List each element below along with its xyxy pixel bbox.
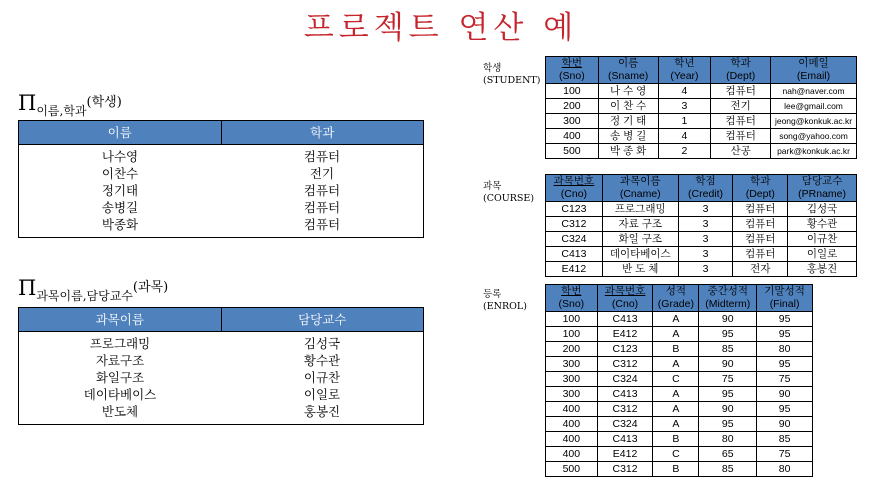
table-cell: 95 [699, 417, 757, 432]
table-cell: C324 [597, 417, 653, 432]
table-cell: 85 [757, 432, 813, 447]
table-cell: A [653, 312, 699, 327]
table-cell: 이규찬 [788, 232, 857, 247]
table-cell: 400 [546, 432, 598, 447]
column-header-ko: 이름 [618, 57, 639, 69]
column-header-ko: 학점 [695, 175, 716, 187]
table-row [546, 232, 857, 247]
column-header: 이름 [19, 121, 222, 144]
table-row [546, 144, 857, 159]
result-cell: 이일로 [303, 387, 341, 402]
table-cell: 500 [546, 462, 598, 477]
column-header-ko: 과목이름 [619, 175, 661, 187]
result-cell: 정기태 [101, 183, 139, 198]
table-cell: 3 [678, 247, 733, 262]
table-cell: 컴퓨터 [711, 114, 771, 129]
table-row [546, 114, 857, 129]
table-cell: C [653, 372, 699, 387]
column-header-en: (Sno) [558, 298, 585, 310]
table-cell: 400 [546, 402, 598, 417]
table-cell: A [653, 402, 699, 417]
table-cell: 300 [546, 372, 598, 387]
table-cell: 85 [699, 342, 757, 357]
relation-name-en: (COURSE) [483, 193, 535, 204]
column-header [678, 175, 733, 202]
column-header-en: (Cname) [619, 188, 661, 200]
table-cell: C413 [546, 247, 603, 262]
projection-attributes: 이름,학과 [36, 104, 87, 118]
enrol-relation-label [483, 289, 527, 313]
table-cell: A [653, 357, 699, 372]
column-header [546, 57, 599, 84]
table-cell: E412 [546, 262, 603, 277]
relation-name: 등록 [483, 289, 502, 300]
table-cell: 75 [757, 372, 813, 387]
column-header [546, 285, 598, 312]
table-cell: 이일로 [788, 247, 857, 262]
table-cell: 90 [699, 312, 757, 327]
table-cell: 95 [757, 357, 813, 372]
table-cell: 3 [678, 232, 733, 247]
table-cell: 400 [546, 129, 599, 144]
table-header-row [546, 285, 813, 312]
table-cell: C413 [597, 432, 653, 447]
table-cell: 홍봉진 [788, 262, 857, 277]
table-cell: B [653, 432, 699, 447]
projection-expression-2 [18, 276, 169, 303]
column-header-ko: 담당교수 [801, 175, 843, 187]
table-cell: 85 [699, 462, 757, 477]
table-cell: 자료 구조 [602, 217, 678, 232]
table-cell: A [653, 387, 699, 402]
column-header [658, 57, 711, 84]
table-cell: C123 [546, 202, 603, 217]
enrol-table [545, 284, 813, 477]
table-cell: 나 수 영 [598, 84, 658, 99]
column-header [699, 285, 757, 312]
table-cell: 300 [546, 357, 598, 372]
table-cell: E412 [597, 327, 653, 342]
table-cell: 김성국 [788, 202, 857, 217]
table-cell: 3 [678, 262, 733, 277]
result-cell: 송병길 [101, 200, 139, 215]
result-cell: 황수관 [303, 353, 341, 368]
column-header [757, 285, 813, 312]
table-row [546, 99, 857, 114]
table-cell: B [653, 462, 699, 477]
column-header-ko: 기말성적 [764, 285, 805, 297]
table-row [546, 462, 813, 477]
table-cell: 75 [757, 447, 813, 462]
result-cell: 컴퓨터 [303, 217, 341, 232]
table-cell: song@yahoo.com [771, 129, 857, 144]
course-relation-label [483, 181, 534, 205]
column-header-en: (Grade) [657, 298, 694, 310]
column-header [546, 175, 603, 202]
table-cell: 박 종 화 [598, 144, 658, 159]
column-header [771, 57, 857, 84]
table-cell: 이 찬 수 [598, 99, 658, 114]
pi-symbol: Π [18, 276, 37, 300]
table-row [546, 312, 813, 327]
table-cell: 90 [699, 402, 757, 417]
table-cell: 95 [699, 327, 757, 342]
column-header [602, 175, 678, 202]
table-row [546, 417, 813, 432]
column-header-ko: 중간성적 [707, 285, 749, 297]
table-cell: C [653, 447, 699, 462]
projection-result-table-2 [18, 307, 424, 425]
relation-name: 학생 [483, 63, 502, 74]
column-header [598, 57, 658, 84]
projection-relation: (학생) [86, 95, 122, 110]
column-header-en: (Cno) [560, 188, 588, 200]
slide-title: 프로젝트 연산 예 [303, 10, 579, 46]
column-header-en: (PRname) [798, 188, 847, 200]
table-cell: 컴퓨터 [733, 217, 788, 232]
table-cell: 화일 구조 [602, 232, 678, 247]
table-cell: 200 [546, 99, 599, 114]
column-header [733, 175, 788, 202]
table-cell: 3 [678, 217, 733, 232]
table-cell: park@konkuk.ac.kr [771, 144, 857, 159]
table-cell: 80 [757, 342, 813, 357]
column-header-en: (Midterm) [705, 298, 751, 310]
column-header: 과목이름 [19, 308, 222, 331]
table-row [546, 387, 813, 402]
table-cell: 전기 [711, 99, 771, 114]
column-header: 학과 [310, 125, 335, 140]
table-cell: 황수관 [788, 217, 857, 232]
column-header-en: (Credit) [688, 188, 724, 200]
table-cell: 75 [699, 372, 757, 387]
column-header-ko: 이메일 [798, 57, 829, 69]
result-cell: 김성국 [303, 336, 341, 351]
table-cell: nah@naver.com [771, 84, 857, 99]
table-row [546, 202, 857, 217]
result-cell: 홍봉진 [303, 404, 341, 419]
relation-name: 과목 [483, 181, 502, 192]
result-cell: 자료구조 [95, 353, 145, 368]
table-cell: C324 [597, 372, 653, 387]
column-header-ko: 과목번호 [553, 175, 595, 187]
table-cell: C324 [546, 232, 603, 247]
table-row [546, 432, 813, 447]
table-cell: 90 [699, 357, 757, 372]
table-row [546, 357, 813, 372]
column-header-ko: 학과 [730, 57, 751, 69]
table-cell: 200 [546, 342, 598, 357]
column-header-ko: 학과 [750, 175, 771, 187]
table-cell: 컴퓨터 [711, 84, 771, 99]
table-row [546, 402, 813, 417]
table-cell: C413 [597, 312, 653, 327]
result-cell: 컴퓨터 [303, 200, 341, 215]
table-row [546, 262, 857, 277]
column-header-ko: 과목번호 [604, 285, 646, 297]
table-cell: 정 기 태 [598, 114, 658, 129]
column-header-en: (Year) [670, 70, 699, 82]
column-header-en: (Sname) [608, 70, 649, 82]
table-cell: A [653, 417, 699, 432]
pi-symbol: Π [18, 91, 37, 115]
table-cell: B [653, 342, 699, 357]
table-cell: 95 [757, 402, 813, 417]
table-cell: 반 도 체 [602, 262, 678, 277]
table-cell: 80 [699, 432, 757, 447]
column-header-en: (Email) [796, 70, 831, 82]
projection-expression-1 [18, 91, 122, 118]
result-cell: 컴퓨터 [303, 149, 341, 164]
table-cell: 400 [546, 417, 598, 432]
table-cell: 300 [546, 114, 599, 129]
result-cell: 이규찬 [303, 370, 341, 385]
column-header-en: (Dept) [726, 70, 756, 82]
table-cell: 100 [546, 84, 599, 99]
table-row [546, 84, 857, 99]
table-cell: 산공 [711, 144, 771, 159]
table-cell: C312 [597, 462, 653, 477]
column-header [597, 285, 653, 312]
result-cell: 나수영 [101, 149, 139, 164]
table-cell: 데이타베이스 [602, 247, 678, 262]
result-cell: 데이타베이스 [83, 387, 157, 402]
table-cell: 전자 [733, 262, 788, 277]
table-cell: 500 [546, 144, 599, 159]
table-cell: 65 [699, 447, 757, 462]
column-header-en: (Final) [769, 298, 800, 310]
column-header-en: (Dept) [745, 188, 775, 200]
table-cell: 1 [658, 114, 711, 129]
result-cell: 이찬수 [101, 166, 139, 181]
table-cell: 3 [658, 99, 711, 114]
projection-relation: (과목) [132, 280, 169, 295]
column-header-ko: 학번 [561, 57, 583, 69]
table-row [546, 327, 813, 342]
table-cell: lee@gmail.com [771, 99, 857, 114]
table-row [546, 372, 813, 387]
table-cell: 90 [757, 387, 813, 402]
table-cell: C312 [597, 357, 653, 372]
result-cell: 박종화 [101, 217, 139, 232]
column-header-en: (Cno) [611, 298, 639, 310]
table-cell: 4 [658, 129, 711, 144]
table-row [546, 447, 813, 462]
column-header [711, 57, 771, 84]
table-cell: 95 [757, 327, 813, 342]
table-cell: 송 병 길 [598, 129, 658, 144]
column-header [653, 285, 699, 312]
table-row [546, 342, 813, 357]
table-cell: C123 [597, 342, 653, 357]
table-cell: 100 [546, 327, 598, 342]
result-cell: 프로그래밍 [89, 336, 151, 351]
table-row [546, 129, 857, 144]
table-cell: 300 [546, 387, 598, 402]
result-cell: 반도체 [101, 404, 139, 419]
table-header-row [546, 175, 857, 202]
table-cell: 90 [757, 417, 813, 432]
table-cell: 컴퓨터 [733, 232, 788, 247]
table-cell: A [653, 327, 699, 342]
table-cell: 95 [699, 387, 757, 402]
relation-name-en: (STUDENT) [483, 75, 541, 86]
table-cell: 400 [546, 447, 598, 462]
table-cell: C413 [597, 387, 653, 402]
table-cell: 95 [757, 312, 813, 327]
table-row [546, 217, 857, 232]
table-cell: E412 [597, 447, 653, 462]
table-header-row [546, 57, 857, 84]
result-cell: 전기 [309, 166, 335, 181]
table-cell: 프로그래밍 [602, 202, 678, 217]
table-cell: C312 [546, 217, 603, 232]
result-cell: 화일구조 [95, 370, 145, 385]
column-header-ko: 성적 [665, 285, 687, 297]
table-cell: jeong@konkuk.ac.kr [771, 114, 857, 129]
column-header: 담당교수 [298, 312, 347, 327]
student-table [545, 56, 857, 159]
table-cell: 100 [546, 312, 598, 327]
table-cell: 컴퓨터 [733, 247, 788, 262]
result-cell: 컴퓨터 [303, 183, 341, 198]
table-cell: 컴퓨터 [733, 202, 788, 217]
column-header [788, 175, 857, 202]
table-cell: C312 [597, 402, 653, 417]
column-header-ko: 학번 [561, 285, 582, 297]
table-cell: 컴퓨터 [711, 129, 771, 144]
relation-name-en: (ENROL) [483, 301, 527, 312]
table-cell: 3 [678, 202, 733, 217]
projection-attributes: 과목이름,담당교수 [36, 289, 133, 303]
course-table [545, 174, 857, 277]
projection-result-table-1 [18, 120, 424, 238]
table-cell: 80 [757, 462, 813, 477]
column-header-en: (Sno) [559, 70, 585, 82]
table-cell: 2 [658, 144, 711, 159]
column-header-ko: 학년 [674, 57, 695, 69]
table-row [546, 247, 857, 262]
student-relation-label [483, 63, 540, 87]
table-cell: 4 [658, 84, 711, 99]
